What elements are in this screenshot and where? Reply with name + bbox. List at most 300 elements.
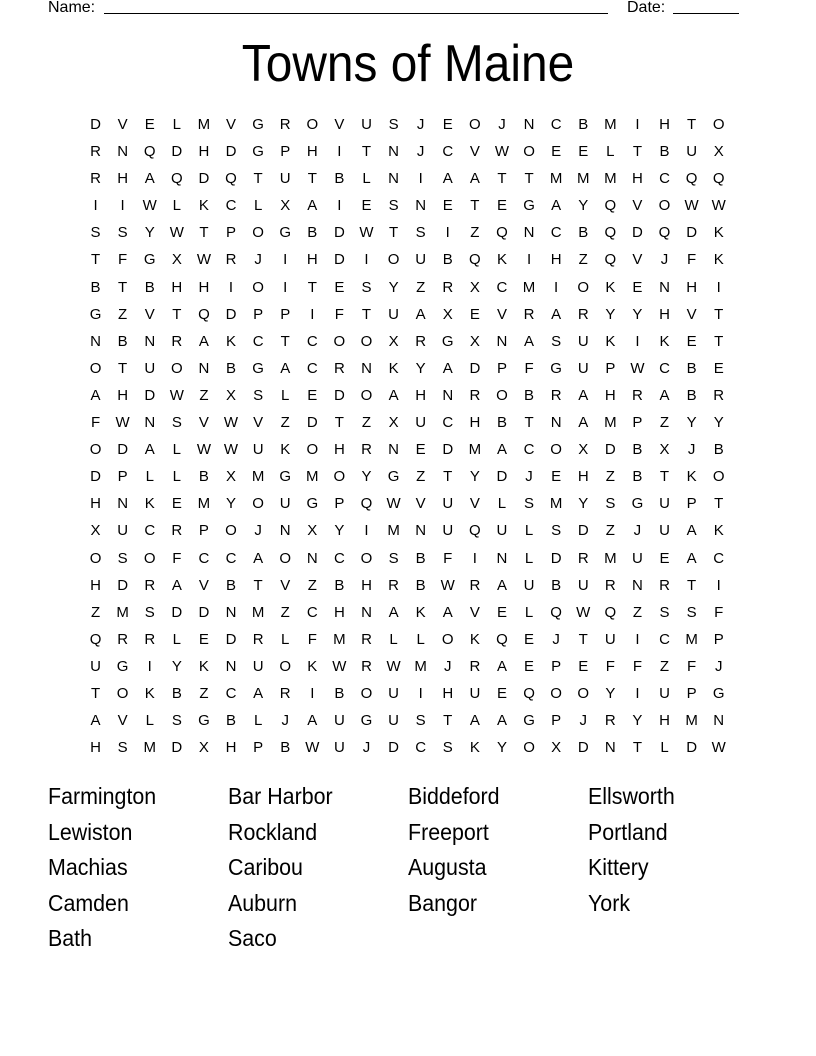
grid-cell[interactable]: V [415, 495, 426, 513]
grid-cell[interactable]: Q [496, 224, 508, 242]
grid-cell[interactable]: Q [198, 305, 210, 323]
grid-cell[interactable]: D [90, 116, 101, 133]
grid-cell[interactable]: T [361, 143, 372, 161]
grid-cell[interactable]: T [361, 305, 372, 323]
grid-cell[interactable]: D [225, 630, 237, 648]
grid-cell[interactable]: B [551, 576, 562, 594]
grid-cell[interactable]: B [578, 116, 589, 133]
grid-cell[interactable]: W [576, 603, 591, 621]
grid-cell[interactable]: J [525, 468, 533, 486]
name-blank-line[interactable] [104, 13, 608, 14]
grid-cell[interactable]: E [524, 657, 535, 675]
grid-cell[interactable]: Y [334, 522, 345, 540]
grid-cell[interactable]: D [333, 224, 345, 242]
grid-cell[interactable]: L [389, 630, 398, 648]
grid-cell[interactable]: L [416, 630, 425, 648]
grid-cell[interactable]: E [578, 143, 589, 161]
grid-cell[interactable]: K [713, 224, 724, 242]
grid-cell[interactable]: K [469, 739, 480, 757]
grid-cell[interactable]: W [305, 739, 320, 757]
grid-cell[interactable]: P [686, 495, 697, 513]
grid-cell[interactable]: L [172, 630, 181, 648]
grid-cell[interactable]: T [632, 143, 642, 161]
grid-cell[interactable]: J [362, 739, 371, 757]
grid-cell[interactable]: C [550, 116, 562, 133]
grid-cell[interactable]: U [577, 359, 589, 377]
grid-cell[interactable]: S [171, 712, 182, 730]
grid-cell[interactable]: D [686, 739, 698, 757]
grid-cell[interactable]: U [496, 522, 508, 540]
grid-cell[interactable]: R [442, 278, 454, 296]
grid-cell[interactable]: D [198, 170, 210, 188]
grid-cell[interactable]: D [171, 739, 183, 757]
grid-cell[interactable]: T [307, 170, 317, 188]
grid-cell[interactable]: R [225, 251, 237, 269]
grid-cell[interactable]: I [120, 197, 125, 215]
grid-cell[interactable]: N [279, 522, 291, 540]
grid-cell[interactable]: R [388, 576, 399, 594]
grid-cell[interactable]: S [686, 603, 697, 621]
grid-cell[interactable]: C [252, 332, 264, 350]
grid-cell[interactable]: H [198, 278, 210, 296]
grid-cell[interactable]: L [606, 143, 615, 161]
grid-cell[interactable]: S [171, 414, 182, 432]
grid-cell[interactable]: A [253, 549, 264, 567]
grid-cell[interactable]: Q [469, 251, 481, 269]
grid-cell[interactable]: U [279, 495, 291, 513]
grid-cell[interactable]: H [198, 143, 210, 161]
grid-cell[interactable]: I [147, 657, 152, 675]
grid-cell[interactable]: Y [388, 278, 399, 296]
grid-cell[interactable]: W [440, 576, 455, 594]
grid-cell[interactable]: L [253, 197, 263, 215]
grid-cell[interactable]: H [333, 441, 345, 459]
grid-cell[interactable]: Q [523, 684, 535, 702]
grid-cell[interactable]: T [388, 224, 399, 242]
grid-cell[interactable]: L [660, 739, 669, 757]
grid-cell[interactable]: D [306, 414, 318, 432]
grid-cell[interactable]: V [686, 305, 697, 323]
grid-cell[interactable]: D [117, 576, 129, 594]
grid-cell[interactable]: Y [171, 657, 182, 675]
grid-cell[interactable]: T [172, 305, 182, 323]
grid-cell[interactable]: K [226, 332, 237, 350]
grid-cell[interactable]: Z [199, 386, 209, 404]
grid-cell[interactable]: C [333, 549, 345, 567]
grid-cell[interactable]: P [226, 224, 237, 242]
grid-cell[interactable]: Y [632, 305, 643, 323]
grid-cell[interactable]: H [659, 712, 670, 730]
grid-cell[interactable]: N [90, 332, 101, 350]
grid-cell[interactable]: Y [226, 495, 237, 513]
grid-cell[interactable]: N [415, 522, 427, 540]
grid-cell[interactable]: M [576, 170, 590, 188]
grid-cell[interactable]: N [496, 549, 508, 567]
grid-cell[interactable]: G [89, 305, 102, 323]
grid-cell[interactable]: L [172, 197, 181, 215]
grid-cell[interactable]: T [90, 251, 101, 269]
grid-cell[interactable]: T [714, 332, 724, 350]
grid-cell[interactable]: N [659, 278, 670, 296]
grid-cell[interactable]: T [687, 576, 697, 594]
grid-cell[interactable]: F [334, 305, 344, 323]
grid-cell[interactable]: C [442, 414, 454, 432]
grid-cell[interactable]: U [144, 359, 156, 377]
grid-cell[interactable]: F [687, 251, 697, 269]
grid-cell[interactable]: P [253, 305, 264, 323]
grid-cell[interactable]: O [252, 224, 264, 242]
grid-cell[interactable]: E [686, 332, 697, 350]
grid-cell[interactable]: R [659, 576, 670, 594]
grid-cell[interactable]: F [632, 657, 642, 675]
grid-cell[interactable]: O [658, 197, 671, 215]
grid-cell[interactable]: B [117, 332, 128, 350]
grid-cell[interactable]: U [252, 657, 264, 675]
grid-cell[interactable]: I [445, 224, 450, 242]
grid-cell[interactable]: G [523, 197, 535, 215]
grid-cell[interactable]: I [554, 278, 559, 296]
grid-cell[interactable]: O [360, 386, 373, 404]
grid-cell[interactable]: A [686, 522, 697, 540]
grid-cell[interactable]: H [659, 116, 670, 133]
grid-cell[interactable]: I [635, 332, 640, 350]
grid-cell[interactable]: Z [659, 657, 670, 675]
grid-cell[interactable]: A [280, 359, 291, 377]
grid-cell[interactable]: I [716, 278, 721, 296]
grid-cell[interactable]: Z [361, 414, 372, 432]
grid-cell[interactable]: U [333, 739, 345, 757]
grid-cell[interactable]: B [686, 359, 697, 377]
grid-cell[interactable]: R [604, 712, 616, 730]
grid-cell[interactable]: D [90, 468, 101, 486]
grid-cell[interactable]: S [442, 739, 453, 757]
grid-cell[interactable]: E [578, 657, 589, 675]
grid-cell[interactable]: O [143, 549, 156, 567]
grid-cell[interactable]: N [361, 603, 372, 621]
grid-cell[interactable]: Y [144, 224, 155, 242]
grid-cell[interactable]: W [169, 386, 184, 404]
grid-cell[interactable]: W [494, 143, 510, 161]
grid-cell[interactable]: D [225, 305, 237, 323]
grid-cell[interactable]: R [279, 116, 291, 133]
grid-cell[interactable]: Q [604, 224, 617, 242]
grid-cell[interactable]: S [605, 495, 616, 513]
grid-cell[interactable]: U [659, 684, 670, 702]
grid-cell[interactable]: I [93, 197, 98, 215]
grid-cell[interactable]: N [632, 576, 643, 594]
grid-cell[interactable]: S [551, 332, 562, 350]
grid-cell[interactable]: M [143, 739, 156, 757]
grid-cell[interactable]: R [632, 386, 643, 404]
grid-cell[interactable]: I [283, 251, 288, 269]
grid-cell[interactable]: A [144, 170, 155, 188]
grid-cell[interactable]: T [334, 414, 344, 432]
grid-cell[interactable]: B [713, 441, 724, 459]
grid-cell[interactable]: D [144, 386, 156, 404]
grid-cell[interactable]: B [496, 414, 507, 432]
grid-cell[interactable]: A [442, 359, 453, 377]
grid-cell[interactable]: H [306, 251, 318, 269]
grid-cell[interactable]: B [524, 386, 535, 404]
grid-cell[interactable]: W [169, 224, 184, 242]
grid-cell[interactable]: R [90, 143, 101, 161]
grid-cell[interactable]: B [226, 576, 237, 594]
grid-cell[interactable]: R [252, 630, 264, 648]
grid-cell[interactable]: H [659, 305, 670, 323]
grid-cell[interactable]: Q [712, 170, 725, 188]
grid-cell[interactable]: N [523, 116, 535, 133]
grid-cell[interactable]: E [496, 684, 507, 702]
grid-cell[interactable]: Q [685, 170, 698, 188]
grid-cell[interactable]: Y [578, 197, 589, 215]
grid-cell[interactable]: G [387, 468, 400, 486]
grid-cell[interactable]: M [251, 468, 265, 486]
grid-cell[interactable]: P [713, 630, 724, 648]
grid-cell[interactable]: I [716, 576, 721, 594]
grid-cell[interactable]: C [659, 630, 670, 648]
grid-cell[interactable]: B [144, 278, 155, 296]
grid-cell[interactable]: M [549, 495, 563, 513]
grid-cell[interactable]: R [144, 630, 156, 648]
grid-cell[interactable]: M [306, 468, 319, 486]
grid-cell[interactable]: O [89, 549, 102, 567]
grid-cell[interactable]: U [632, 549, 643, 567]
grid-cell[interactable]: J [714, 657, 723, 675]
grid-cell[interactable]: O [252, 495, 264, 513]
grid-cell[interactable]: P [117, 468, 128, 486]
grid-cell[interactable]: I [526, 251, 532, 269]
grid-cell[interactable]: N [604, 739, 616, 757]
grid-cell[interactable]: F [714, 603, 724, 621]
grid-cell[interactable]: E [469, 305, 480, 323]
grid-cell[interactable]: O [469, 116, 481, 133]
grid-cell[interactable]: Q [89, 630, 102, 648]
grid-cell[interactable]: F [524, 359, 534, 377]
grid-cell[interactable]: R [469, 386, 481, 404]
grid-cell[interactable]: U [388, 684, 399, 702]
grid-cell[interactable]: O [306, 116, 319, 133]
grid-cell[interactable]: M [468, 441, 482, 459]
grid-cell[interactable]: D [225, 143, 237, 161]
grid-cell[interactable]: N [496, 332, 508, 350]
grid-cell[interactable]: O [170, 359, 183, 377]
grid-cell[interactable]: A [171, 576, 182, 594]
grid-cell[interactable]: K [144, 495, 155, 513]
grid-cell[interactable]: N [713, 712, 725, 730]
grid-cell[interactable]: M [251, 603, 265, 621]
grid-cell[interactable]: W [196, 251, 211, 269]
grid-cell[interactable]: C [306, 332, 318, 350]
grid-cell[interactable]: Z [470, 224, 480, 242]
grid-cell[interactable]: U [686, 143, 698, 161]
grid-cell[interactable]: P [632, 414, 643, 432]
grid-cell[interactable]: S [388, 549, 399, 567]
grid-cell[interactable]: E [171, 495, 182, 513]
grid-cell[interactable]: D [333, 251, 345, 269]
grid-cell[interactable]: S [144, 603, 155, 621]
grid-cell[interactable]: D [577, 522, 589, 540]
grid-cell[interactable]: T [714, 305, 724, 323]
grid-cell[interactable]: U [577, 332, 589, 350]
grid-cell[interactable]: O [360, 549, 373, 567]
grid-cell[interactable]: Z [605, 522, 615, 540]
grid-cell[interactable]: H [90, 576, 101, 594]
grid-cell[interactable]: K [686, 468, 697, 486]
grid-cell[interactable]: A [496, 712, 507, 730]
grid-cell[interactable]: S [361, 278, 372, 296]
grid-cell[interactable]: A [578, 386, 589, 404]
grid-cell[interactable]: V [144, 305, 155, 323]
grid-cell[interactable]: S [117, 224, 128, 242]
grid-cell[interactable]: H [225, 739, 237, 757]
grid-cell[interactable]: M [387, 522, 400, 540]
grid-cell[interactable]: D [333, 386, 345, 404]
grid-cell[interactable]: Y [686, 414, 697, 432]
grid-cell[interactable]: S [253, 386, 264, 404]
grid-cell[interactable]: M [116, 603, 129, 621]
grid-cell[interactable]: U [90, 657, 101, 675]
grid-cell[interactable]: H [361, 576, 372, 594]
grid-cell[interactable]: T [118, 278, 128, 296]
grid-cell[interactable]: U [279, 170, 291, 188]
grid-cell[interactable]: K [496, 251, 507, 269]
grid-cell[interactable]: K [415, 603, 426, 621]
grid-cell[interactable]: O [360, 684, 373, 702]
grid-cell[interactable]: A [90, 386, 101, 404]
grid-cell[interactable]: W [223, 441, 239, 459]
grid-cell[interactable]: M [685, 712, 698, 730]
grid-cell[interactable]: E [415, 441, 426, 459]
grid-cell[interactable]: U [442, 522, 454, 540]
grid-cell[interactable]: Z [578, 251, 588, 269]
grid-cell[interactable]: I [472, 549, 477, 567]
grid-cell[interactable]: B [334, 576, 345, 594]
grid-cell[interactable]: J [498, 116, 506, 133]
grid-cell[interactable]: D [686, 224, 698, 242]
grid-cell[interactable]: L [172, 441, 181, 459]
grid-cell[interactable]: L [281, 386, 290, 404]
grid-cell[interactable]: P [551, 712, 562, 730]
grid-cell[interactable]: M [549, 170, 563, 188]
grid-cell[interactable]: D [117, 441, 129, 459]
grid-cell[interactable]: X [578, 441, 589, 459]
grid-cell[interactable]: T [578, 630, 588, 648]
grid-cell[interactable]: O [360, 332, 373, 350]
grid-cell[interactable]: W [223, 414, 239, 432]
grid-cell[interactable]: C [659, 359, 670, 377]
grid-cell[interactable]: J [579, 712, 587, 730]
grid-cell[interactable]: P [551, 657, 562, 675]
grid-cell[interactable]: X [198, 739, 209, 757]
grid-cell[interactable]: H [469, 414, 481, 432]
grid-cell[interactable]: P [280, 305, 291, 323]
grid-cell[interactable]: L [524, 603, 534, 621]
grid-cell[interactable]: I [364, 522, 369, 540]
grid-cell[interactable]: R [144, 576, 156, 594]
grid-cell[interactable]: Z [632, 603, 642, 621]
grid-cell[interactable]: V [117, 116, 128, 133]
grid-cell[interactable]: T [280, 332, 290, 350]
grid-cell[interactable]: V [469, 603, 480, 621]
grid-cell[interactable]: S [388, 197, 399, 215]
grid-cell[interactable]: N [225, 603, 237, 621]
grid-cell[interactable]: V [469, 143, 480, 161]
grid-cell[interactable]: O [712, 116, 725, 133]
grid-cell[interactable]: H [333, 603, 345, 621]
grid-cell[interactable]: M [522, 278, 536, 296]
grid-cell[interactable]: O [550, 684, 562, 702]
grid-cell[interactable]: H [686, 278, 698, 296]
grid-cell[interactable]: T [687, 116, 697, 133]
grid-cell[interactable]: L [362, 170, 371, 188]
grid-cell[interactable]: O [306, 441, 319, 459]
grid-cell[interactable]: N [415, 197, 427, 215]
grid-cell[interactable]: V [632, 251, 643, 269]
grid-cell[interactable]: R [550, 386, 562, 404]
grid-cell[interactable]: V [469, 495, 480, 513]
grid-cell[interactable]: R [469, 657, 481, 675]
grid-cell[interactable]: A [469, 170, 480, 188]
grid-cell[interactable]: U [117, 522, 129, 540]
grid-cell[interactable]: T [714, 495, 724, 513]
grid-cell[interactable]: R [415, 332, 427, 350]
grid-cell[interactable]: J [660, 251, 669, 269]
grid-cell[interactable]: N [388, 441, 399, 459]
grid-cell[interactable]: S [117, 549, 128, 567]
grid-cell[interactable]: Z [659, 414, 670, 432]
grid-cell[interactable]: K [469, 630, 480, 648]
grid-cell[interactable]: A [198, 332, 209, 350]
grid-cell[interactable]: E [442, 197, 453, 215]
grid-cell[interactable]: D [496, 468, 508, 486]
grid-cell[interactable]: I [310, 684, 315, 702]
grid-cell[interactable]: B [198, 468, 209, 486]
grid-cell[interactable]: H [117, 386, 129, 404]
grid-cell[interactable]: W [332, 657, 347, 675]
grid-cell[interactable]: A [551, 197, 562, 215]
grid-cell[interactable]: L [145, 712, 154, 730]
grid-cell[interactable]: Z [199, 684, 209, 702]
grid-cell[interactable]: E [524, 630, 535, 648]
grid-cell[interactable]: S [659, 603, 670, 621]
grid-cell[interactable]: Z [416, 278, 426, 296]
grid-cell[interactable]: J [254, 522, 262, 540]
grid-cell[interactable]: A [415, 305, 426, 323]
grid-cell[interactable]: I [364, 251, 369, 269]
grid-cell[interactable]: T [470, 197, 480, 215]
grid-cell[interactable]: G [116, 657, 129, 675]
grid-cell[interactable]: J [254, 251, 262, 269]
grid-cell[interactable]: A [388, 386, 399, 404]
grid-cell[interactable]: D [198, 603, 210, 621]
grid-cell[interactable]: G [279, 468, 292, 486]
grid-cell[interactable]: H [604, 386, 616, 404]
grid-cell[interactable]: O [441, 630, 454, 648]
grid-cell[interactable]: N [361, 359, 372, 377]
grid-cell[interactable]: U [333, 712, 345, 730]
grid-cell[interactable]: J [444, 657, 452, 675]
grid-cell[interactable]: U [252, 441, 264, 459]
grid-cell[interactable]: O [496, 386, 508, 404]
grid-cell[interactable]: F [307, 630, 317, 648]
grid-cell[interactable]: F [605, 657, 615, 675]
grid-cell[interactable]: R [171, 332, 183, 350]
grid-cell[interactable]: O [89, 441, 102, 459]
grid-cell[interactable]: N [442, 386, 454, 404]
grid-cell[interactable]: I [337, 197, 342, 215]
grid-cell[interactable]: N [144, 332, 156, 350]
grid-cell[interactable]: Q [225, 170, 237, 188]
